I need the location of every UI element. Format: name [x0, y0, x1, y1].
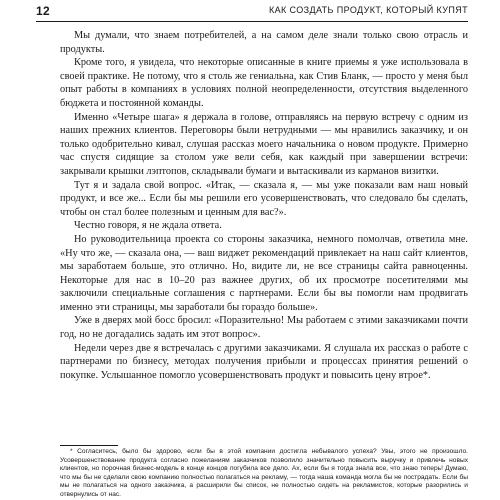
paragraph: Но руководительница проекта со стороны заказчика, немного помолчав, ответила мне. «Ну что же, — сказала она, — ваш виджет рекомендаций привлекает на наш сайт клиентов, мы заработаем больше, это отлично. Но, видите ли, не все страницы сайта равноценны. Некоторые для нас в 10–20 раз важнее других, об их просмотре посетителями мы заключили специальные соглашения с партнерами. Если бы вы помогли нам продвигать именно эти страницы, мы заработали бы гораздо больше». — [60, 233, 468, 313]
paragraph: Недели через две я встречалась с другими заказчиками. Я слушала их рассказ о работе с партнерами по бизнесу, методах получения прибыли и процессах принятия решений о покупке. Услышанное помогло усовершенствовать продукт и повысить цену втрое*. — [60, 342, 468, 381]
page-header — [0, 0, 500, 22]
footnote-rule — [60, 445, 118, 446]
page-body — [60, 29, 468, 382]
footnote-text: * Согласитесь, было бы здорово, если бы в этой компании достигла небывалого успеха? Увы, этого не произошло. Усовершенствование продукта согласно пожеланиям заказчиков позволило значительно повысить выручку и привлечь новых клиентов, но порочная бизнес-модель в конце концов погубила все дело. Ах, если бы я тогда знала все, что знаю теперь! Думаю, что мы бы не сделали свою компанию полностью полагаться на рекламу, — тогда наша команда могла бы не пострадать. Если бы мы не полагаться на одного заказчика, а расширили бы список, не полностью сидеть на рекламистов, которые разорились и отвернулись от нас. — [60, 448, 468, 498]
header-rule — [36, 21, 468, 22]
paragraph: Уже в дверях мой босс бросил: «Поразительно! Мы работаем с этими заказчиками почти год, но не догадались задать им этот вопрос». — [60, 315, 468, 341]
paragraph: Именно «Четыре шага» я держала в голове, отправляясь на первую встречу с одним из наших прежних клиентов. Переговоры были нетрудными — мы нравились заказчику, и он только одобрительно кивал, слушая рассказ моего начальника о новом продукте. Примерно час спустя сидящие за столом уже вели себя, как каждый при завершении встречи: закрывали крышки лэптопов, складывали бумаги и вытаскивали из карманов визитки. — [60, 111, 468, 177]
paragraph: Честно говоря, я не ждала ответа. — [74, 220, 222, 232]
paragraph: Кроме того, я увидела, что некоторые описанные в книге приемы я уже использовала в своей практике. Не потому, что я столь же гениальна, как Стив Бланк, — просто у меня был опыт работы в компаниях в условиях полной неопределенности, отсутствия выделенного бюджета и постоянной команды. — [60, 57, 468, 109]
footnote — [60, 448, 468, 500]
page-number: 12 — [36, 4, 50, 18]
paragraph: Тут я и задала свой вопрос. «Итак, — сказала я, — мы уже показали вам наш новый продукт, и все же... Если бы мы решили его усовершенствовать, что следовало бы сделать, чтобы он стал более полезным и ценным для вас?». — [60, 179, 468, 218]
running-head: КАК СОЗДАТЬ ПРОДУКТ, КОТОРЫЙ КУПЯТ — [268, 5, 468, 15]
paragraph: Мы думали, что знаем потребителей, а на самом деле знали только свою отрасль и продукты. — [60, 30, 468, 55]
